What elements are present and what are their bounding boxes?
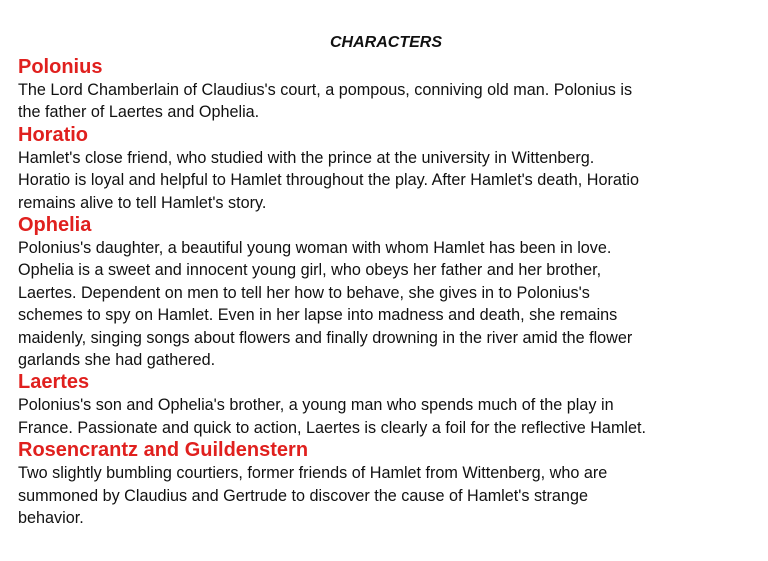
character-entry-ophelia	[18, 214, 754, 371]
character-description: Polonius's son and Ophelia's brother, a young man who spends much of the play in France. Passionate and quick to action, Laertes is clearly a foil for the reflective Hamlet.	[18, 396, 647, 437]
character-entry-rosencrantz-and-guildenstern	[18, 439, 754, 529]
character-name: Rosencrantz and Guildenstern	[18, 439, 309, 462]
character-name: Ophelia	[18, 214, 92, 237]
character-description: Hamlet's close friend, who studied with the prince at the university in Wittenberg. Horatio is loyal and helpful to Hamlet throughout the play. After Hamlet's death, Horatio remains alive to tell Hamlet's story.	[18, 148, 639, 212]
character-entry-polonius	[18, 56, 754, 124]
character-description: The Lord Chamberlain of Claudius's court, a pompous, conniving old man. Polonius is the father of Laertes and Ophelia.	[18, 81, 633, 122]
character-name: Laertes	[18, 371, 90, 394]
character-entry-laertes	[18, 371, 754, 439]
page-title: CHARACTERS	[330, 34, 442, 51]
character-entry-horatio	[18, 124, 754, 214]
character-description: Two slightly bumbling courtiers, former friends of Hamlet from Wittenberg, who are summoned by Claudius and Gertrude to discover the cause of Hamlet's strange behavior.	[18, 464, 608, 528]
character-name: Polonius	[18, 56, 103, 78]
character-name: Horatio	[18, 123, 88, 146]
character-description: Polonius's daughter, a beautiful young woman with whom Hamlet has been in love. Ophelia is a sweet and innocent young girl, who obeys her father and her brother, Laertes. Dependent on men to tell her how to behave, she gives in to Polonius's schemes to spy on Hamlet. Even in her lapse into madness and death, she remains maidenly, singing songs about flowers and finally drowning in the river amid the flower garlands she had gathered.	[18, 239, 633, 370]
document-page	[18, 30, 754, 530]
